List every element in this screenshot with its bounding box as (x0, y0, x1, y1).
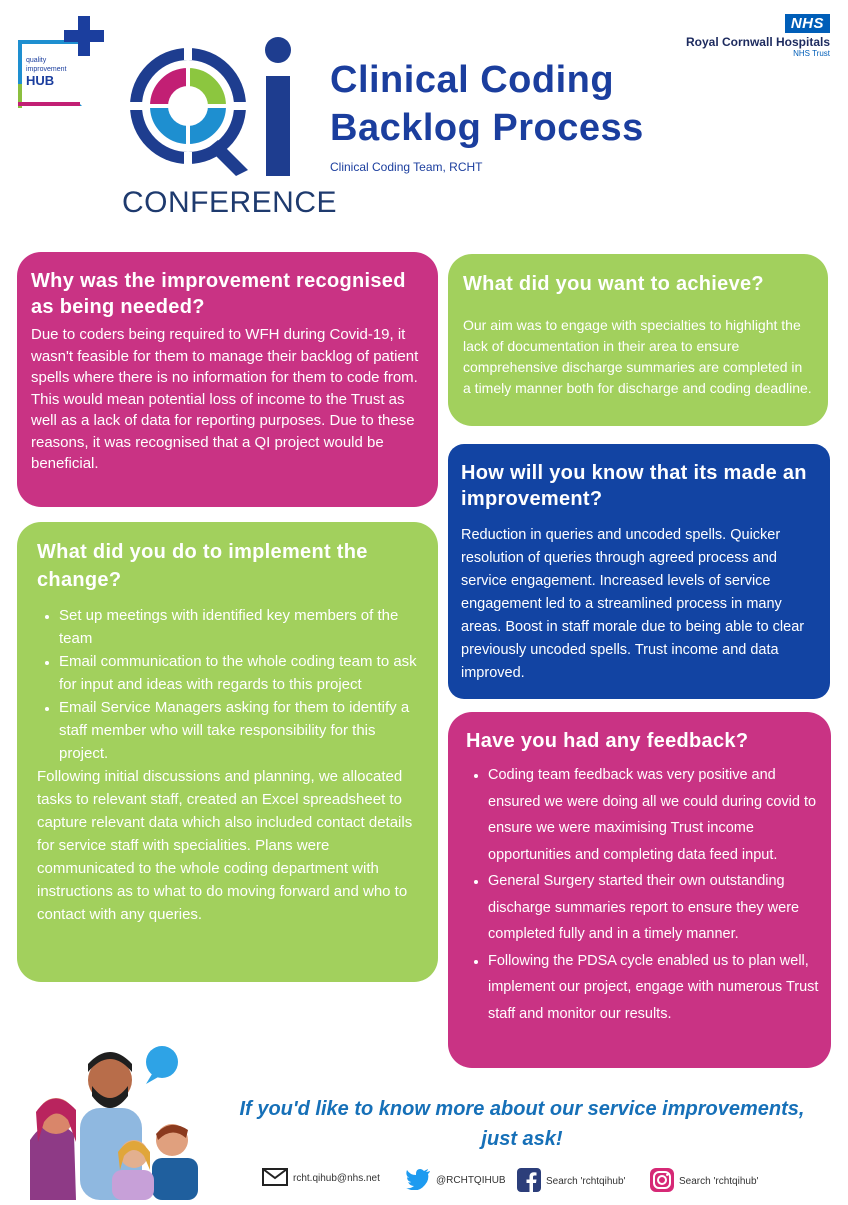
why-paragraph-2: This would mean potential loss of income to the Trust as well as a lack of data for reporting purposes. Due to these reasons, it was recognised that a QI project would be beneficial. (31, 390, 415, 472)
contact-twitter[interactable] (405, 1168, 506, 1193)
list-item: • Set up meetings with identified key members of the team (59, 604, 424, 650)
list-item: • General Surgery started their own outstanding discharge summaries report to ensure they were completed fully and in a timely manner. (488, 868, 819, 948)
conference-label: CONFERENCE (122, 186, 338, 219)
implementation-heading: What did you do to implement the change? (37, 541, 368, 591)
improvement-measure-section (448, 444, 830, 699)
feedback-heading: Have you had any feedback? (466, 730, 749, 752)
facebook-icon (517, 1168, 541, 1195)
why-heading: Why was the improvement recognised as being needed? (31, 270, 406, 318)
cta-line2: just ask! (481, 1128, 563, 1150)
achieve-section (448, 254, 828, 426)
nhs-logo-block (686, 14, 830, 58)
people-illustration-icon (10, 1030, 210, 1200)
envelope-icon (262, 1168, 288, 1189)
call-to-action (208, 1094, 836, 1154)
why-section (17, 252, 438, 507)
improvement-measure-body: Reduction in queries and uncoded spells. Quicker resolution of queries through agreed process and service engagement. Increased levels of service engagement led to a streamlined process in many areas. Boost in staff morale due to being able to clear previously uncoded spells. Trust income and data improved. (461, 527, 805, 681)
implementation-body: Following initial discussions and planning, we allocated tasks to relevant staff, created an Excel spreadsheet to capture relevant data which also included contact details for service staff with specialities. Plans were communicated to the whole coding department with instructions as to what to do moving forward and who to contact with any queries. (37, 768, 413, 923)
improvement-measure-heading: How will you know that its made an improvement? (461, 462, 807, 510)
feedback-section (448, 712, 831, 1068)
hub-logo-text (26, 56, 86, 88)
instagram-search[interactable]: Search 'rchtqihub' (679, 1176, 759, 1187)
why-paragraph-1: Due to coders being required to WFH during Covid-19, it wasn't feasible for them to manage their backlog of patient spells where there is no information for them to code from. (31, 326, 419, 386)
contact-email[interactable] (262, 1168, 380, 1189)
implementation-section (17, 522, 438, 982)
cta-line1: If you'd like to know more about our service improvements, (239, 1098, 805, 1120)
title-line1: Clinical Coding (330, 59, 615, 101)
hub-logo-line2: improvement (26, 66, 67, 73)
hub-logo-line1: quality (26, 57, 47, 64)
quality-improvement-hub-logo (16, 14, 102, 100)
hub-logo-line3: HUB (26, 73, 55, 88)
email-address[interactable]: rcht.qihub@nhs.net (293, 1173, 380, 1184)
twitter-icon (405, 1168, 431, 1193)
list-item: • Following the PDSA cycle enabled us to plan well, implement our project, engage with numerous Trust staff and monitor our results. (488, 948, 819, 1028)
title-line2: Backlog Process (330, 107, 644, 149)
achieve-heading: What did you want to achieve? (463, 273, 764, 295)
qi-logo-graphic (120, 36, 316, 186)
list-item: • Coding team feedback was very positive and ensured we were doing all we could during covid to ensure we were maximising Trust income opportunities and completing data feed input. (488, 762, 819, 868)
page-subtitle: Clinical Coding Team, RCHT (330, 160, 483, 174)
twitter-handle[interactable]: @RCHTQIHUB (436, 1175, 506, 1186)
facebook-search[interactable]: Search 'rchtqihub' (546, 1176, 626, 1187)
contact-instagram[interactable] (650, 1168, 758, 1195)
plus-icon-bar (64, 30, 104, 42)
nhs-org-name: Royal Cornwall Hospitals (685, 35, 830, 49)
contact-facebook[interactable] (517, 1168, 625, 1195)
list-item: • Email communication to the whole coding team to ask for input and ideas with regards to this project (59, 650, 424, 696)
qi-conference-logo (120, 36, 338, 222)
list-item: • Email Service Managers asking for them to identify a staff member who will take responsibility for this project. (59, 696, 424, 765)
achieve-body: Our aim was to engage with specialties to highlight the lack of documentation in their area to ensure comprehensive discharge summaries are completed in a timely manner both for discharge and coding deadline. (463, 317, 812, 396)
implementation-list (37, 604, 424, 765)
feedback-list (466, 762, 819, 1027)
nhs-badge: NHS (785, 14, 830, 33)
page-title (330, 56, 730, 152)
people-illustration (10, 1030, 210, 1200)
instagram-icon (650, 1168, 674, 1195)
nhs-trust-label: NHS Trust (793, 49, 830, 58)
